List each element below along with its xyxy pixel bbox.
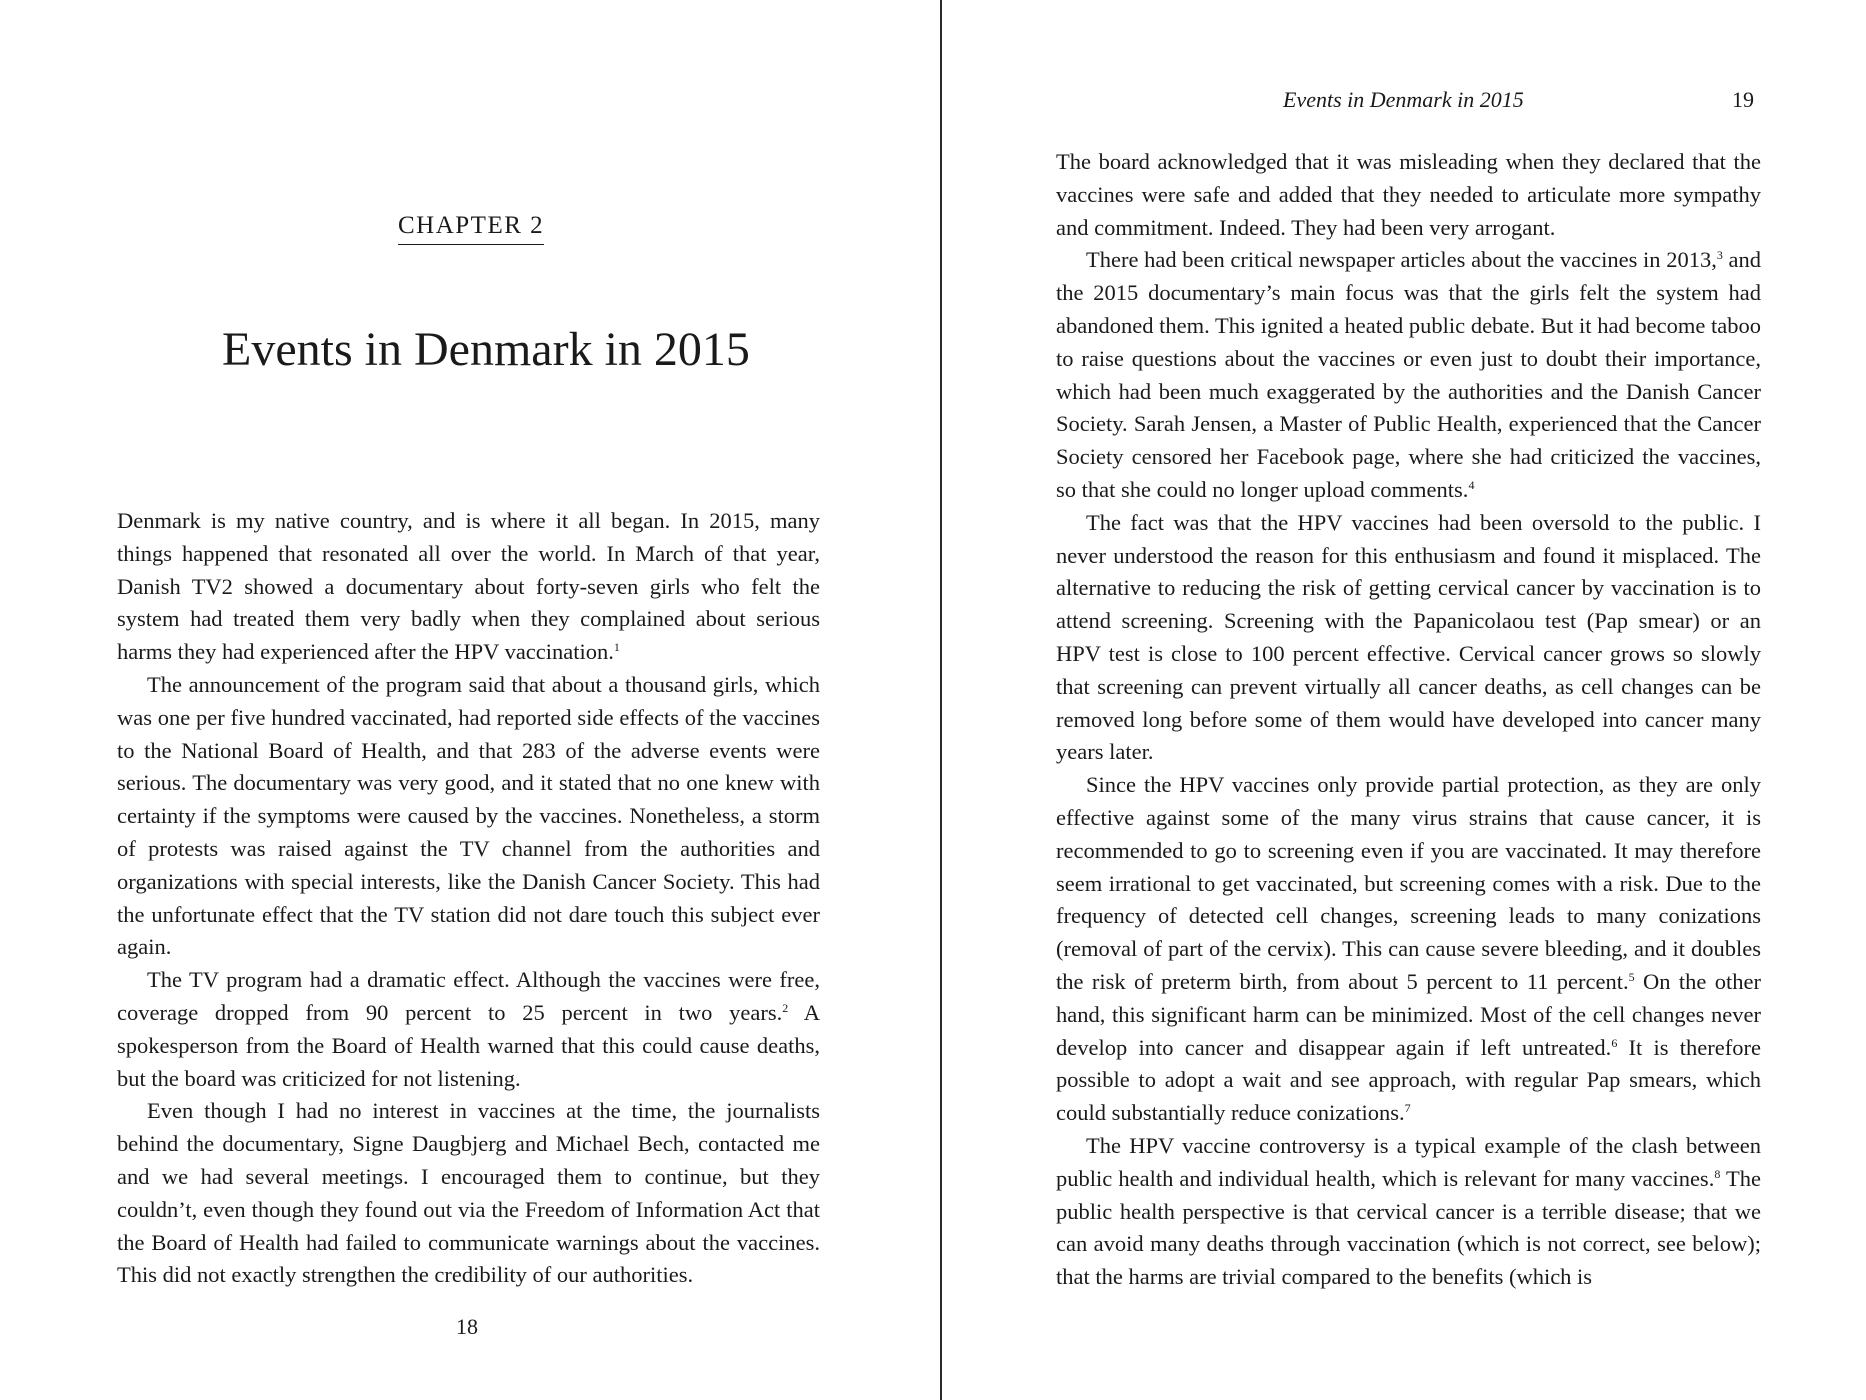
left-page-body	[117, 505, 820, 1292]
paragraph	[117, 1095, 820, 1292]
paragraph	[1056, 244, 1761, 506]
footnote-ref: 2	[782, 1000, 789, 1015]
paragraph-text: The public health perspective is that cervical cancer is a terrible disease; that we can avoid many deaths through vaccination (which is not correct, see below); that the harms are trivial compared to the benefits (which is	[1056, 1165, 1762, 1290]
paragraph-text: The HPV vaccine controversy is a typical example of the clash between public health and individual health, which is relevant for many vaccines.	[1056, 1132, 1761, 1191]
paragraph	[1056, 1130, 1761, 1294]
footnote-ref: 7	[1404, 1101, 1411, 1116]
right-page-body	[1056, 146, 1761, 1294]
right-page	[942, 0, 1866, 1400]
paragraph-text: It is therefore possible to adopt a wait and see approach, with regular Pap smears, which could substantially reduce conizations.	[1056, 1034, 1761, 1126]
paragraph	[117, 964, 820, 1095]
paragraph-text: The board acknowledged that it was misleading when they declared that the vaccines were safe and added that they needed to articulate more sympathy and commitment. Indeed. They had been very arrogant.	[1056, 149, 1761, 240]
paragraph-text: Since the HPV vaccines only provide partial protection, as they are only effective against some of the many virus strains that cause cancer, it is recommended to go to screening even if you are vaccinated. It may therefore seem irrational to get vaccinated, but screening comes with a risk. Due to the frequency of detected cell changes, screening leads to many conizations (removal of part of the cervix). This can cause severe bleeding, and it doubles the risk of preterm birth, from about 5 percent to 11 percent.	[1056, 772, 1761, 994]
footnote-ref: 3	[1716, 248, 1723, 263]
running-head: Events in Denmark in 2015	[1283, 87, 1524, 112]
paragraph	[117, 505, 820, 669]
paragraph-text: Even though I had no interest in vaccines at the time, the journalists behind the documentary, Signe Daugbjerg and Michael Bech, contacted me and we had several meetings. I encouraged them to continue, but they couldn’t, even though they found out via the Freedom of Information Act that the Board of Health had failed to communicate warnings about the vaccines. This did not exactly strengthen the credibility of our authorities.	[117, 1098, 820, 1288]
footnote-ref: 4	[1468, 477, 1475, 492]
footnote-ref: 8	[1714, 1166, 1721, 1181]
footnote-ref: 5	[1628, 969, 1635, 984]
chapter-label: CHAPTER 2	[398, 212, 544, 245]
page-number: 19	[1732, 87, 1754, 112]
paragraph-text: The TV program had a dramatic effect. Although the vaccines were free, coverage dropped from 90 percent to 25 percent in two years.	[117, 967, 820, 1025]
paragraph-text: There had been critical newspaper articles about the vaccines in 2013,	[1086, 247, 1717, 273]
paragraph	[1056, 146, 1761, 244]
paragraph	[1056, 507, 1761, 769]
paragraph-text: Denmark is my native country, and is where it all began. In 2015, many things happened that resonated all over the world. In March of that year, Danish TV2 showed a documentary about forty-seven girls who felt the system had treated them very badly when they complained about serious harms they had experienced after the HPV vaccination.	[117, 508, 820, 665]
page-number: 18	[456, 1314, 478, 1339]
paragraph	[1056, 769, 1761, 1130]
paragraph-text: A spokesperson from the Board of Health warned that this could cause deaths, but the board was criticized for not listening.	[117, 999, 820, 1091]
footnote-ref: 1	[613, 640, 620, 655]
paragraph	[117, 669, 820, 964]
paragraph-text: The fact was that the HPV vaccines had been oversold to the public. I never understood the reason for this enthusiasm and found it misplaced. The alternative to reducing the risk of getting cervical cancer by vaccination is to attend screening. Screening with the Papanicolaou test (Pap smear) or an HPV test is close to 100 percent effective. Cervical cancer grows so slowly that screening can prevent virtually all cancer deaths, as cell changes can be removed long before some of them would have developed into cancer many years later.	[1056, 509, 1761, 765]
paragraph-text: The announcement of the program said that about a thousand girls, which was one per five hundred vaccinated, had reported side effects of the vaccines to the National Board of Health, and that 283 of the adverse events were serious. The documentary was very good, and it stated that no one knew with certainty if the symptoms were caused by the vaccines. Nonetheless, a storm of protests was raised against the TV channel from the authorities and organizations with special interests, like the Danish Cancer Society. This had the unfortunate effect that the TV station did not dare touch this subject ever again.	[117, 671, 820, 960]
footnote-ref: 6	[1611, 1035, 1618, 1050]
chapter-title: Events in Denmark in 2015	[222, 323, 750, 376]
paragraph-text: On the other hand, this significant harm can be minimized. Most of the cell changes never develop into cancer and disappear again if left untreated.	[1056, 968, 1761, 1060]
paragraph-text: and the 2015 documentary’s main focus was that the girls felt the system had abandoned them. This ignited a heated public debate. But it had become taboo to raise questions about the vaccines or even just to doubt their importance, which had been much exaggerated by the authorities and the Danish Cancer Society. Sarah Jensen, a Master of Public Health, experienced that the Cancer Society censored her Facebook page, where she had criticized the vaccines, so that she could no longer upload comments.	[1056, 247, 1761, 502]
